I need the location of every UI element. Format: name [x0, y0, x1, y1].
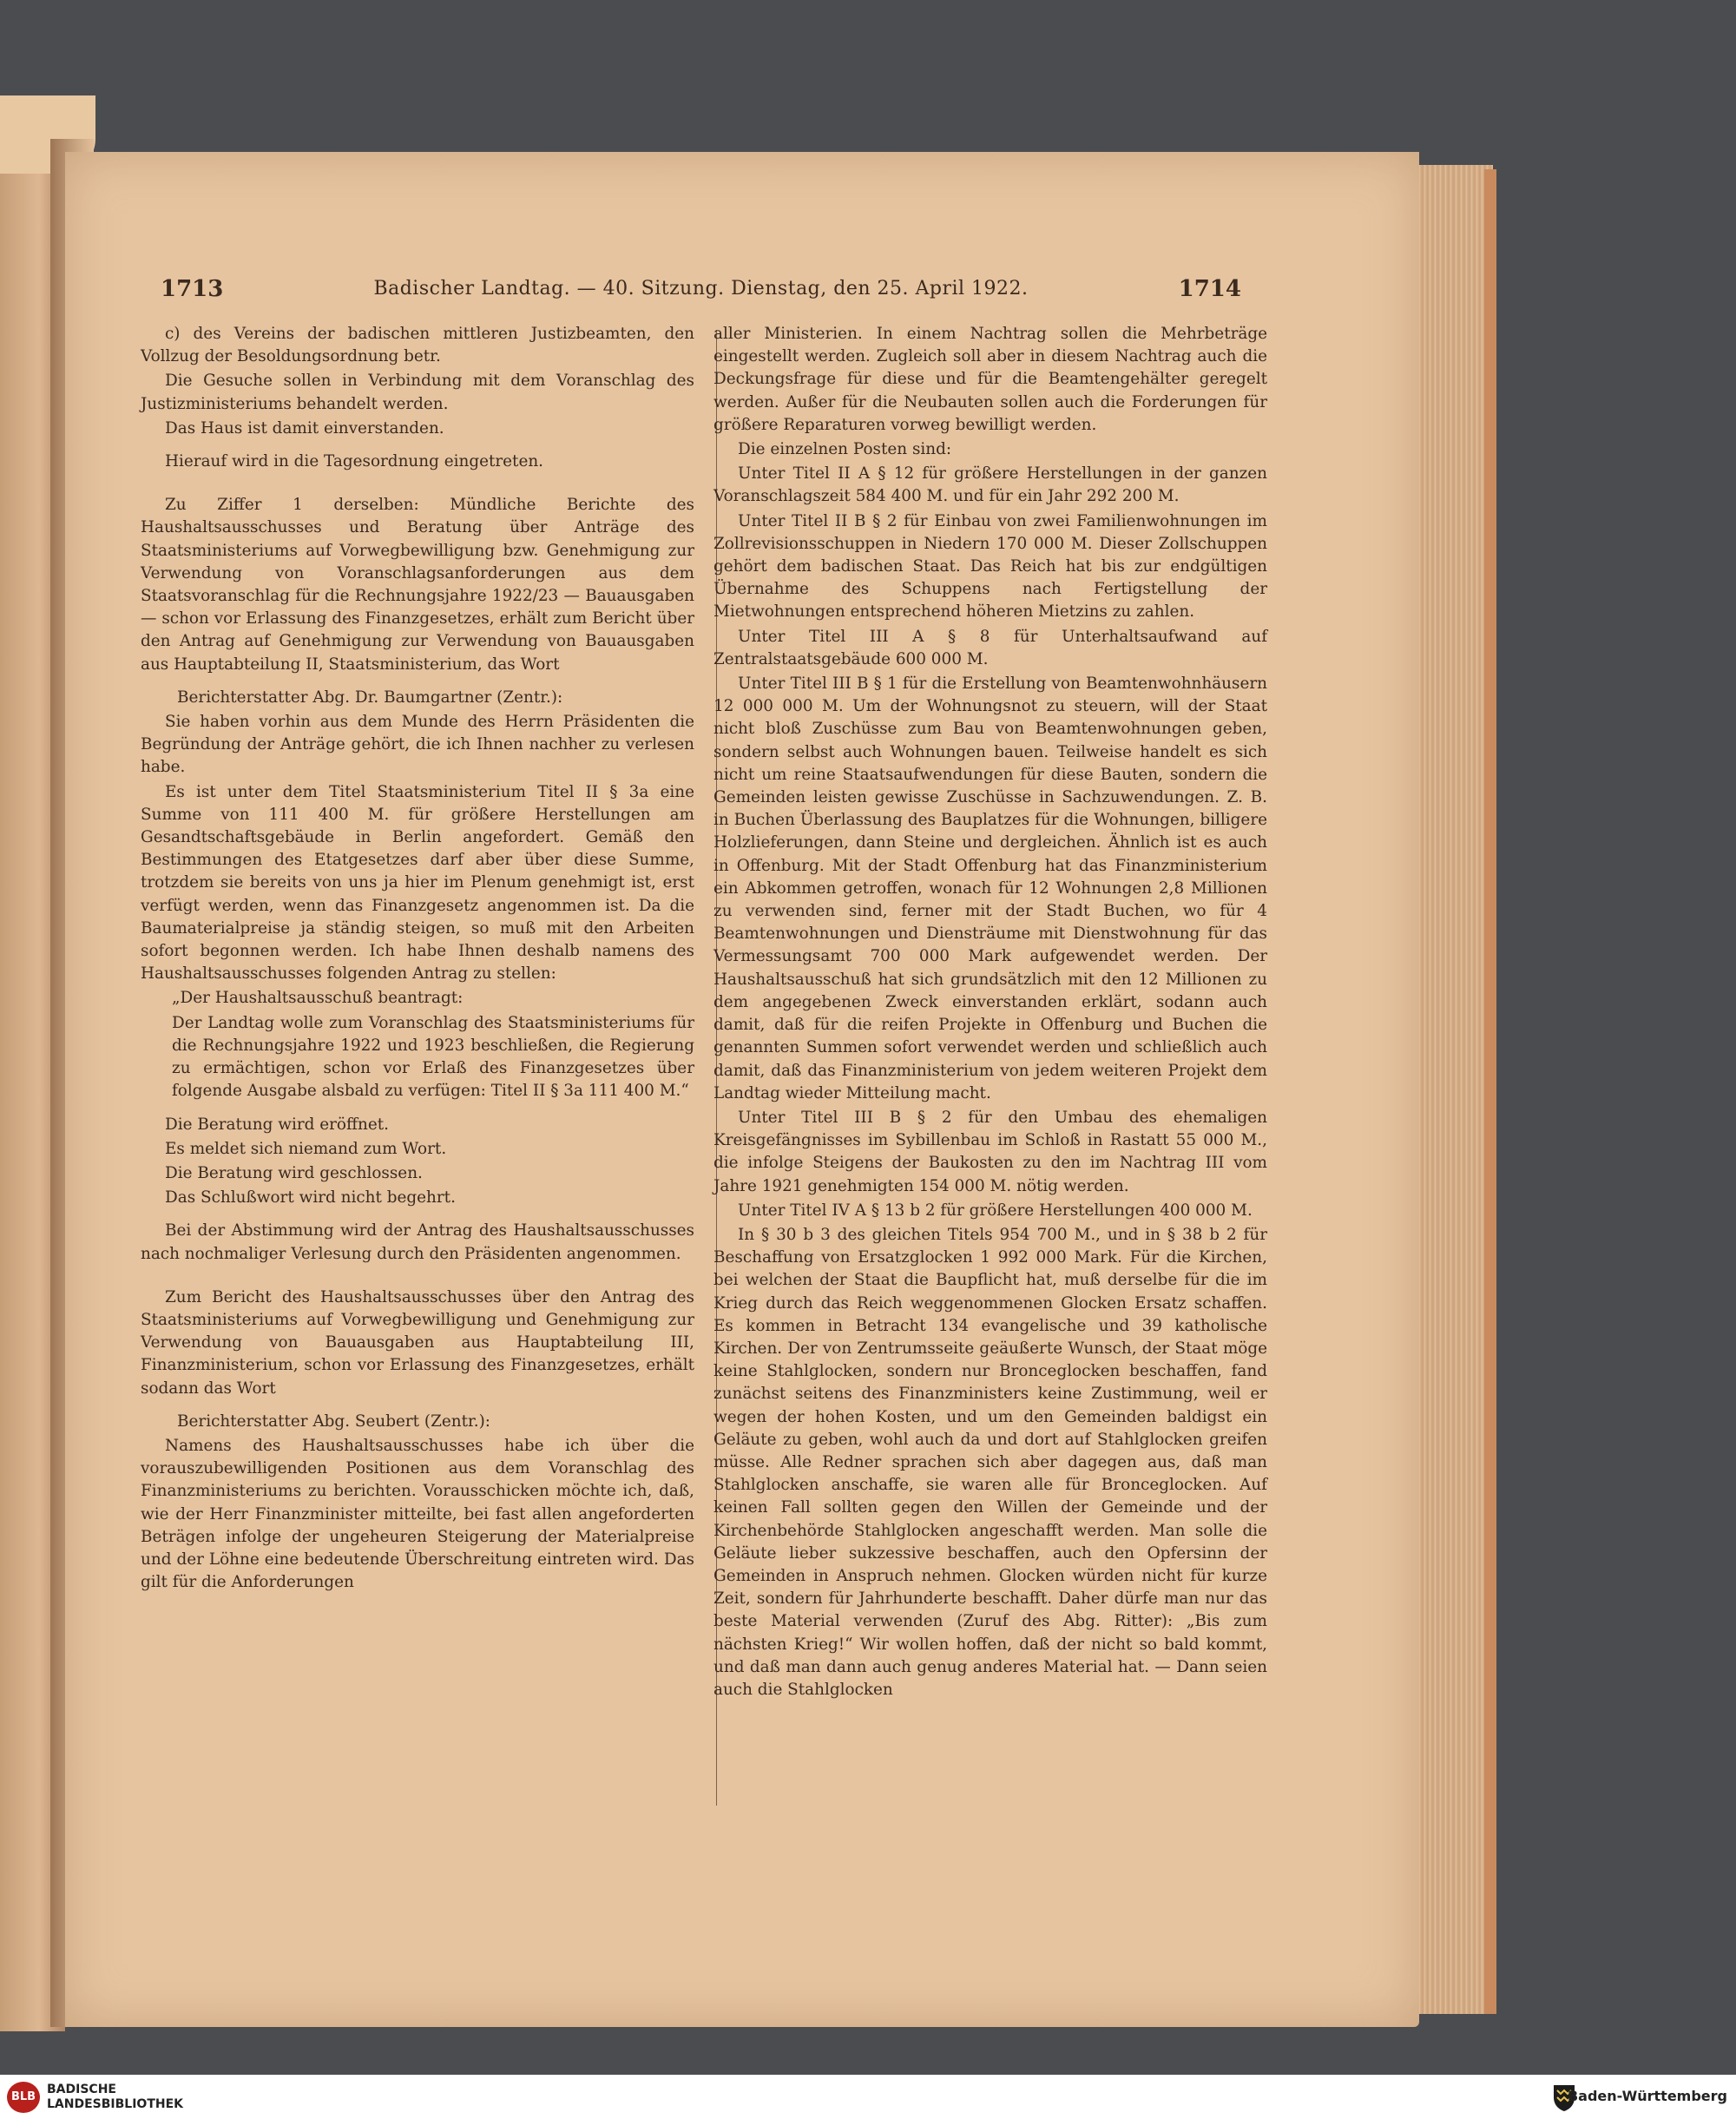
paragraph: c) des Vereins der badischen mittleren Justizbeamten, den Vollzug der Besoldungsordnung betr. — [141, 325, 694, 366]
paragraph: Unter Titel III A § 8 für Unterhaltsaufwand auf Zentralstaatsgebäude 600 000 M. — [713, 627, 1267, 668]
paragraph: Unter Titel IV A § 13 b 2 für größere Herstellungen 400 000 M. — [738, 1201, 1253, 1220]
paragraph: Die Beratung wird eröffnet. — [165, 1115, 390, 1134]
viewer-footer — [0, 2075, 1736, 2119]
agenda-item: Zu Ziffer 1 derselben: Mündliche Berichte des Haushaltsausschusses und Beratung über Anträge des Staatsministeriums auf Vorwegbewilligung bzw. Genehmigung zur Verwendung von Voranschlagsanforderungen aus dem Staatsvoranschlag für die Rechnungsjahre 1922/23 — Bauausgaben — schon vor Erlassung des Finanzgesetzes, erhält zum Bericht über den Antrag auf Genehmigung zur Verwendung von Bauausgaben aus Hauptabteilung II, Staatsministerium, das Wort — [141, 496, 694, 674]
blb-logo-icon[interactable]: BLB — [7, 2082, 40, 2113]
left-column — [141, 323, 694, 1594]
running-title: Badischer Landtag. — 40. Sitzung. Dienstag, den 25. April 1922. — [373, 278, 1029, 299]
paragraph: Unter Titel III B § 2 für den Umbau des ehemaligen Kreisgefängnisses im Sybillenbau im Schloß in Rastatt 55 000 M., die infolge Steigens der Baukosten zu den im Nachtrag III vom Jahre 1921 genehmigten 154 000 M. nötig werden. — [713, 1108, 1267, 1195]
paragraph: Die Beratung wird geschlossen. — [165, 1163, 423, 1182]
paragraph: In § 30 b 3 des gleichen Titels 954 700 M., und in § 38 b 2 für Beschaffung von Ersatzglocken 1 992 000 Mark. Für die Kirchen, bei welchen der Staat die Baupflicht hat, muß derselbe für die im Krieg durch das Reich weggenommenen Glocken Ersatz schaffen. Es kommen in Betracht 134 evangelische und 39 katholische Kirchen. Der von Zentrumsseite geäußerte Wunsch, der Staat möge keine Stahlglocken, sondern nur Bronceglocken beschaffen, fand zunächst seitens des Finanzministers keine Zustimmung, weil er wegen der hohen Kosten, und um den Gemeinden baldigst ein Geläute zu geben, wohl auch da und dort auf Stahlglocken greifen müsse. Alle Redner sprachen sich aber dagegen aus, daß man Stahlglocken anschaffe, sie waren alle für Bronceglocken. Auf keinen Fall sollten gegen den Willen der Gemeinde und der Kirchenbehörde Stahlglocken angeschafft werden. Man solle die Geläute lieber sukzessive beschaffen, auch den Opfersinn der Gemeinden in Anspruch nehmen. Glocken würden nicht für kurze Zeit, sondern für Jahrhunderte beschafft. Daher dürfe man nur das beste Material verwenden (Zuruf des Abg. Ritter): „Bis zum nächsten Krieg!“ Wir wollen hoffen, daß der nicht so bald kommt, und daß man dann auch genug anderes Material hat. — Dann seien auch die Stahlglocken — [713, 1225, 1267, 1699]
speaker-line: Berichterstatter Abg. Seubert (Zentr.): — [177, 1412, 490, 1431]
paragraph: Unter Titel II A § 12 für größere Herstellungen in der ganzen Voranschlagszeit 584 400 M. und für ein Jahr 292 200 M. — [713, 464, 1267, 506]
paragraph: Bei der Abstimmung wird der Antrag des Haushaltsausschusses nach nochmaliger Verlesung durch den Präsidenten angenommen. — [141, 1221, 694, 1263]
paragraph: Es meldet sich niemand zum Wort. — [165, 1139, 447, 1158]
paragraph: aller Ministerien. In einem Nachtrag sollen die Mehrbeträge eingestellt werden. Zugleich soll aber in diesem Nachtrag auch die Deckungsfrage für diese und für die Beamtengehälter geregelt werden. Außer für die Neubauten sollen auch die Forderungen für größere Reparaturen vorweg bewilligt werden. — [713, 325, 1267, 434]
paragraph: Die einzelnen Posten sind: — [738, 440, 952, 459]
paragraph: Namens des Haushaltsausschusses habe ich über die vorauszubewilligenden Positionen aus dem Voranschlag des Finanzministeriums zu berichten. Vorausschicken möchte ich, daß, wie der Herr Finanzminister mitteilte, bei fast allen angeforderten Beträgen infolge der ungeheuren Steigerung der Materialpreise und der Löhne eine bedeutende Überschreitung eintreten wird. Das gilt für die Anforderungen — [141, 1436, 694, 1592]
page-number-left: 1713 — [161, 276, 224, 302]
paragraph: Unter Titel III B § 1 für die Erstellung von Beamtenwohnhäusern 12 000 000 M. Um der Wohnungsnot zu steuern, will der Staat nicht bloß Zuschüsse zum Bau von Beamtenwohnungen geben, sondern selbst auch Wohnungen bauen. Teilweise handelt es sich nicht um reine Staatsaufwendungen für diese Bauten, sondern die Gemeinden leisten gewisse Zuschüsse in Sachzuwendungen. Z. B. in Buchen Überlassung des Bauplatzes für die Wohnungen, billigere Holzlieferungen, dann Steine und dergleichen. Ähnlich ist es auch in Offenburg. Mit der Stadt Offenburg hat das Finanzministerium ein Abkommen getroffen, wonach für 12 Wohnungen 2,8 Millionen zu verwenden sind, ferner mit der Stadt Buchen, wo für 4 Beamtenwohnungen und Diensträume mit Dienstwohnung für das Vermessungsamt 700 000 Mark aufgewendet werden. Der Haushaltsausschuß hat sich grundsätzlich mit den 12 Millionen zu dem angegebenen Zweck einverstanden erklärt, sodann auch damit, daß für die reifen Projekte in Offenburg und Buchen die genannten Summen sofort verwendet werden und schließlich auch damit, daß das Finanzministerium von jedem weiteren Projekt dem Landtag wieder Mitteilung macht. — [713, 675, 1267, 1102]
page-number-right: 1714 — [1178, 276, 1241, 302]
motion-quote-head: „Der Haushaltsausschuß beantragt: — [172, 989, 464, 1008]
running-head — [161, 276, 1241, 306]
paragraph: Das Haus ist damit einverstanden. — [165, 418, 444, 438]
paragraph: Die Gesuche sollen in Verbindung mit dem Voranschlag des Justizministeriums behandelt werden. — [141, 372, 694, 413]
speaker-line: Berichterstatter Abg. Dr. Baumgartner (Zentr.): — [177, 688, 563, 707]
motion-quote-body: Der Landtag wolle zum Voranschlag des Staatsministeriums für die Rechnungsjahre 1922 und 1923 beschließen, die Regierung zu ermächtigen, schon vor Erlaß des Finanzgesetzes über folgende Ausgabe alsbald zu verfügen: Titel II § 3a 111 400 M.“ — [172, 1013, 694, 1101]
paragraph: Das Schlußwort wird nicht begehrt. — [165, 1188, 456, 1208]
blb-library-name[interactable]: BADISCHE LANDESBIBLIOTHEK — [47, 2083, 184, 2111]
baden-wuerttemberg-label[interactable]: Baden-Württemberg — [1567, 2088, 1727, 2104]
paragraph: Unter Titel II B § 2 für Einbau von zwei Familienwohnungen im Zollrevisionsschuppen in Niedern 170 000 M. Dieser Zollschuppen gehört dem badischen Staat. Das Reich hat bis zur endgültigen Übernahme des Schuppens nach Fertigstellung der Mietwohnungen entsprechend höheren Mietzins zu zahlen. — [713, 511, 1267, 622]
paragraph: Sie haben vorhin aus dem Munde des Herrn Präsidenten die Begründung der Anträge gehört, die ich Ihnen nachher zu verlesen habe. — [141, 713, 694, 777]
page-stack-edge — [1415, 165, 1493, 2014]
cover-edge — [1484, 169, 1496, 2014]
right-column — [713, 323, 1267, 1701]
agenda-item: Zum Bericht des Haushaltsausschusses über den Antrag des Staatsministeriums auf Vorwegbewilligung und Genehmigung zur Verwendung von Bauausgaben aus Hauptabteilung III, Finanzministerium, schon vor Erlassung des Finanzgesetzes, erhält sodann das Wort — [141, 1287, 694, 1398]
paragraph: Hierauf wird in die Tagesordnung eingetreten. — [165, 452, 544, 471]
paragraph: Es ist unter dem Titel Staatsministerium Titel II § 3a eine Summe von 111 400 M. für größere Herstellungen am Gesandtschaftsgebäude in Berlin angefordert. Gemäß den Bestimmungen des Etatgesetzes darf aber über diese Summe, trotzdem sie bereits von uns ja hier im Plenum genehmigt ist, erst verfügt werden, wenn das Finanzgesetz angenommen ist. Da die Baumaterialpreise ja ständig steigen, so muß mit den Arbeiten sofort begonnen werden. Ich habe Ihnen deshalb namens des Haushaltsausschusses folgenden Antrag zu stellen: — [141, 782, 694, 984]
